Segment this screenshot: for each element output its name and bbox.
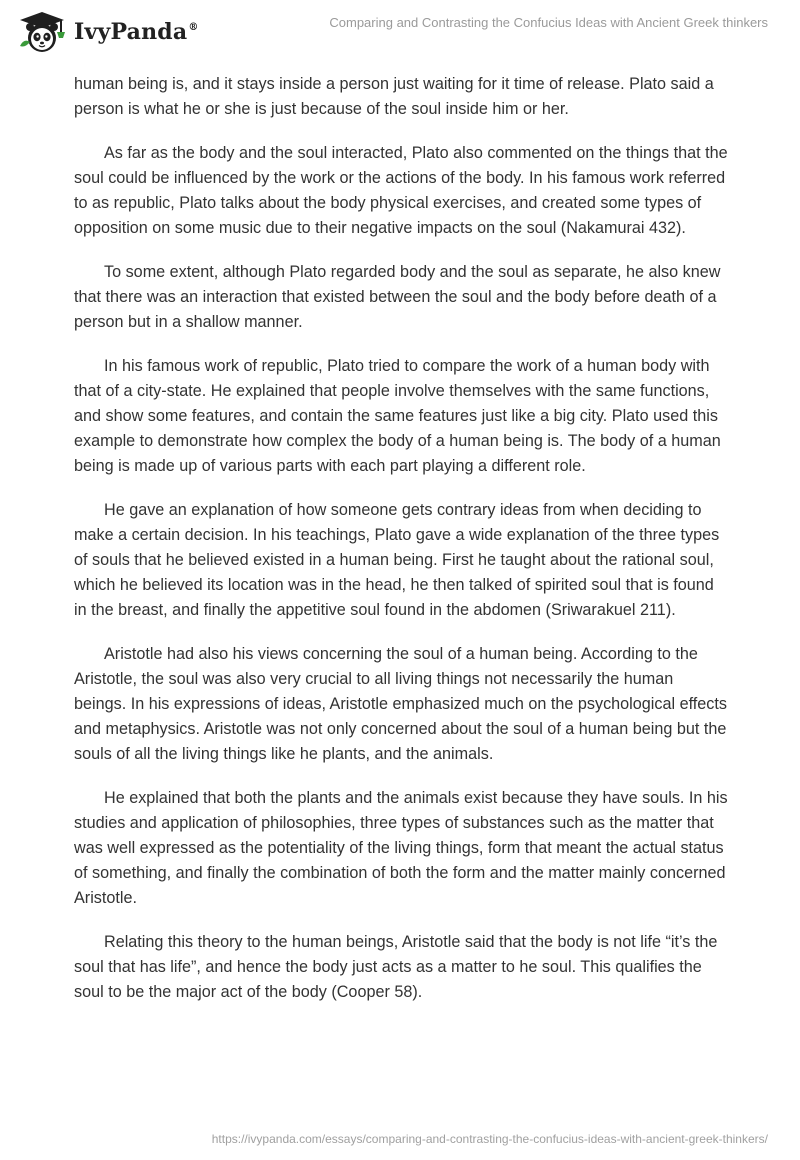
ivypanda-logo[interactable]: [16, 10, 199, 54]
brand-name: IvyPanda®: [74, 19, 199, 45]
paragraph: To some extent, although Plato regarded body and the soul as separate, he also knew that there was an interaction that existed between the soul and the body before death of a person but in a shallow manner.: [74, 263, 721, 331]
source-url[interactable]: https://ivypanda.com/essays/comparing-and-contrasting-the-confucius-ideas-with-ancient-greek-thinkers/: [211, 1132, 768, 1146]
registered-mark: ®: [188, 22, 199, 33]
paragraph: human being is, and it stays inside a person just waiting for it time of release. Plato said a person is what he or she is just because of the soul inside him or her.: [74, 75, 714, 118]
page-header: [0, 0, 800, 64]
paragraph: Relating this theory to the human beings, Aristotle said that the body is not life “it’s the soul that has life”, and hence the body just acts as a matter to he soul. This qualifies the soul to be the major act of the body (Cooper 58).: [74, 933, 718, 1001]
panda-graduate-icon: [16, 10, 68, 54]
paragraph: Aristotle had also his views concerning the soul of a human being. According to the Aristotle, the soul was also very crucial to all living things not necessarily the human beings. In his expressions of ideas, Aristotle emphasized much on the psychological effects and metaphysics. Aristotle was not only concerned about the soul of a human being but the souls of all the living things like he plants, and the animals.: [74, 645, 727, 763]
document-title: Comparing and Contrasting the Confucius Ideas with Ancient Greek thinkers: [329, 15, 768, 30]
paragraph: In his famous work of republic, Plato tried to compare the work of a human body with that of a city-state. He explained that people involve themselves with the same functions, and show some features, and contain the same features just like a big city. Plato used this example to demonstrate how complex the body of a human being is. The body of a human being is made up of various parts with each part playing a different role.: [74, 357, 721, 475]
essay-body: [74, 72, 728, 1024]
paragraph: As far as the body and the soul interacted, Plato also commented on the things that the soul could be influenced by the work or the actions of the body. In his famous work referred to as republic, Plato talks about the body physical exercises, and created some types of opposition on some music due to their negative impacts on the soul (Nakamurai 432).: [74, 144, 728, 237]
paragraph: He explained that both the plants and the animals exist because they have souls. In his studies and application of philosophies, three types of substances such as the matter that was well expressed as the potentiality of the living things, form that meant the actual status of something, and finally the combination of both the form and the matter mainly concerned Aristotle.: [74, 789, 728, 907]
paragraph: He gave an explanation of how someone gets contrary ideas from when deciding to make a certain decision. In his teachings, Plato gave a wide explanation of the three types of souls that he believed existed in a human being. First he taught about the rational soul, which he believed its location was in the head, he then talked of spirited soul that is found in the breast, and finally the appetitive soul found in the abdomen (Sriwarakuel 211).: [74, 501, 720, 619]
